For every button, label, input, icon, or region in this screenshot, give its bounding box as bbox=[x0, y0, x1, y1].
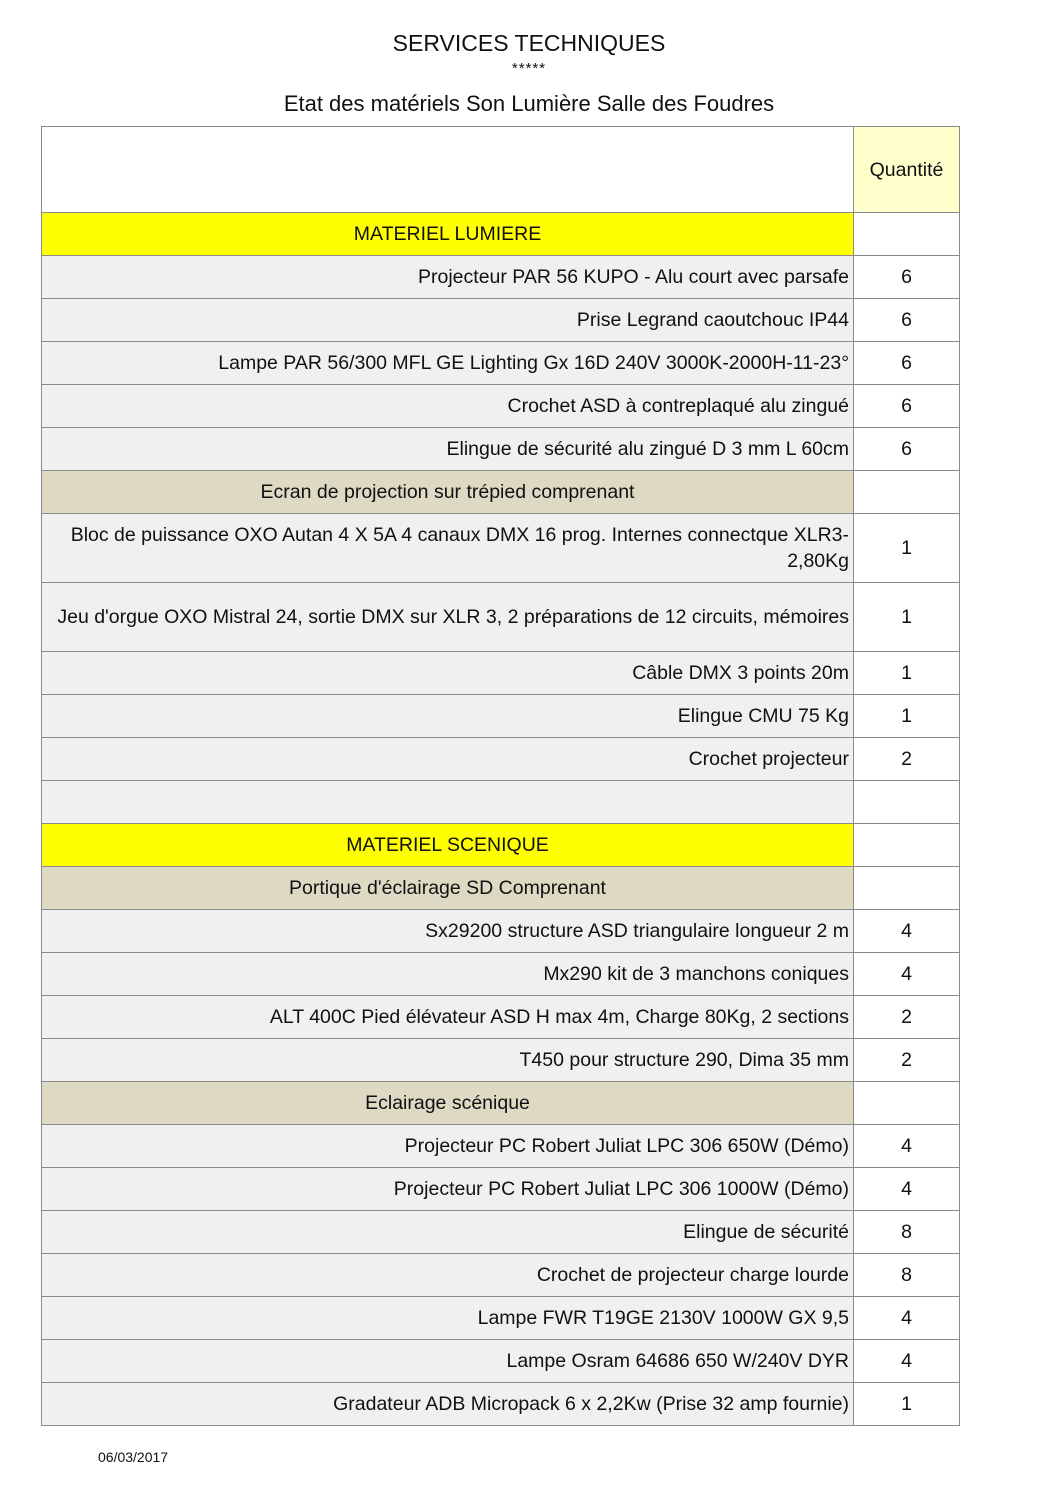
quantity-cell bbox=[854, 824, 960, 867]
item-quantity: 1 bbox=[854, 695, 960, 738]
quantity-cell bbox=[854, 781, 960, 824]
quantity-cell bbox=[854, 867, 960, 910]
table-row bbox=[42, 583, 960, 652]
item-quantity: 2 bbox=[854, 996, 960, 1039]
subsection-title: Portique d'éclairage SD Comprenant bbox=[42, 867, 854, 910]
table-row bbox=[42, 996, 960, 1039]
section-title: MATERIEL LUMIERE bbox=[42, 213, 854, 256]
item-quantity: 8 bbox=[854, 1254, 960, 1297]
section-title: MATERIEL SCENIQUE bbox=[42, 824, 854, 867]
item-name bbox=[42, 781, 854, 824]
table-row bbox=[42, 428, 960, 471]
item-quantity: 6 bbox=[854, 342, 960, 385]
table-row bbox=[42, 738, 960, 781]
inventory-table bbox=[41, 126, 960, 1426]
quantity-cell bbox=[854, 471, 960, 514]
item-quantity: 2 bbox=[854, 738, 960, 781]
table-row bbox=[42, 1125, 960, 1168]
item-quantity: 4 bbox=[854, 1168, 960, 1211]
item-quantity: 6 bbox=[854, 428, 960, 471]
table-row bbox=[42, 256, 960, 299]
table-row bbox=[42, 1168, 960, 1211]
item-quantity: 4 bbox=[854, 953, 960, 996]
section-header-row bbox=[42, 824, 960, 867]
item-name: Elingue de sécurité bbox=[42, 1211, 854, 1254]
item-quantity: 2 bbox=[854, 1039, 960, 1082]
table-row bbox=[42, 1383, 960, 1426]
table-row bbox=[42, 342, 960, 385]
subsection-row bbox=[42, 471, 960, 514]
table-row bbox=[42, 385, 960, 428]
item-name: Lampe FWR T19GE 2130V 1000W GX 9,5 bbox=[42, 1297, 854, 1340]
inventory-table-body bbox=[42, 127, 960, 1426]
item-quantity: 4 bbox=[854, 1340, 960, 1383]
table-row bbox=[42, 953, 960, 996]
item-name: Projecteur PC Robert Juliat LPC 306 650W (Démo) bbox=[42, 1125, 854, 1168]
item-quantity: 8 bbox=[854, 1211, 960, 1254]
table-row bbox=[42, 1254, 960, 1297]
item-name: Jeu d'orgue OXO Mistral 24, sortie DMX sur XLR 3, 2 préparations de 12 circuits, mémoires bbox=[42, 583, 854, 652]
item-name: Lampe Osram 64686 650 W/240V DYR bbox=[42, 1340, 854, 1383]
item-name: Câble DMX 3 points 20m bbox=[42, 652, 854, 695]
table-row bbox=[42, 1211, 960, 1254]
table-row bbox=[42, 1039, 960, 1082]
subsection-row bbox=[42, 867, 960, 910]
item-name: Crochet projecteur bbox=[42, 738, 854, 781]
table-row bbox=[42, 652, 960, 695]
item-name: Mx290 kit de 3 manchons coniques bbox=[42, 953, 854, 996]
item-name: Sx29200 structure ASD triangulaire longueur 2 m bbox=[42, 910, 854, 953]
table-row bbox=[42, 910, 960, 953]
title-separator: ***** bbox=[511, 60, 547, 77]
blank-row bbox=[42, 781, 960, 824]
table-header-row bbox=[42, 127, 960, 213]
subsection-row bbox=[42, 1082, 960, 1125]
item-name: Projecteur PC Robert Juliat LPC 306 1000W (Démo) bbox=[42, 1168, 854, 1211]
item-name: Lampe PAR 56/300 MFL GE Lighting Gx 16D 240V 3000K-2000H-11-23° bbox=[42, 342, 854, 385]
item-name: Elingue CMU 75 Kg bbox=[42, 695, 854, 738]
table-row bbox=[42, 1340, 960, 1383]
document-date: 06/03/2017 bbox=[98, 1449, 169, 1465]
item-quantity: 1 bbox=[854, 514, 960, 583]
item-quantity: 6 bbox=[854, 299, 960, 342]
item-name: Projecteur PAR 56 KUPO - Alu court avec parsafe bbox=[42, 256, 854, 299]
item-name: Elingue de sécurité alu zingué D 3 mm L 60cm bbox=[42, 428, 854, 471]
item-quantity: 6 bbox=[854, 385, 960, 428]
item-name: Crochet ASD à contreplaqué alu zingué bbox=[42, 385, 854, 428]
subsection-title: Ecran de projection sur trépied comprenant bbox=[42, 471, 854, 514]
table-row bbox=[42, 299, 960, 342]
item-quantity: 4 bbox=[854, 1125, 960, 1168]
table-row bbox=[42, 695, 960, 738]
item-quantity: 1 bbox=[854, 1383, 960, 1426]
document-title: SERVICES TECHNIQUES bbox=[392, 30, 666, 56]
item-name: T450 pour structure 290, Dima 35 mm bbox=[42, 1039, 854, 1082]
document-subtitle: Etat des matériels Son Lumière Salle des Foudres bbox=[283, 91, 775, 116]
subsection-title: Eclairage scénique bbox=[42, 1082, 854, 1125]
item-quantity: 6 bbox=[854, 256, 960, 299]
section-header-row bbox=[42, 213, 960, 256]
quantity-header: Quantité bbox=[854, 127, 960, 213]
item-quantity: 1 bbox=[854, 583, 960, 652]
table-row bbox=[42, 514, 960, 583]
item-name: Prise Legrand caoutchouc IP44 bbox=[42, 299, 854, 342]
item-name: Gradateur ADB Micropack 6 x 2,2Kw (Prise 32 amp fournie) bbox=[42, 1383, 854, 1426]
item-name: Crochet de projecteur charge lourde bbox=[42, 1254, 854, 1297]
designation-header-cell bbox=[42, 127, 854, 213]
item-name: Bloc de puissance OXO Autan 4 X 5A 4 canaux DMX 16 prog. Internes connectque XLR3-2,80Kg bbox=[42, 514, 854, 583]
quantity-cell bbox=[854, 1082, 960, 1125]
item-name: ALT 400C Pied élévateur ASD H max 4m, Charge 80Kg, 2 sections bbox=[42, 996, 854, 1039]
item-quantity: 1 bbox=[854, 652, 960, 695]
item-quantity: 4 bbox=[854, 1297, 960, 1340]
table-row bbox=[42, 1297, 960, 1340]
item-quantity: 4 bbox=[854, 910, 960, 953]
quantity-cell bbox=[854, 213, 960, 256]
